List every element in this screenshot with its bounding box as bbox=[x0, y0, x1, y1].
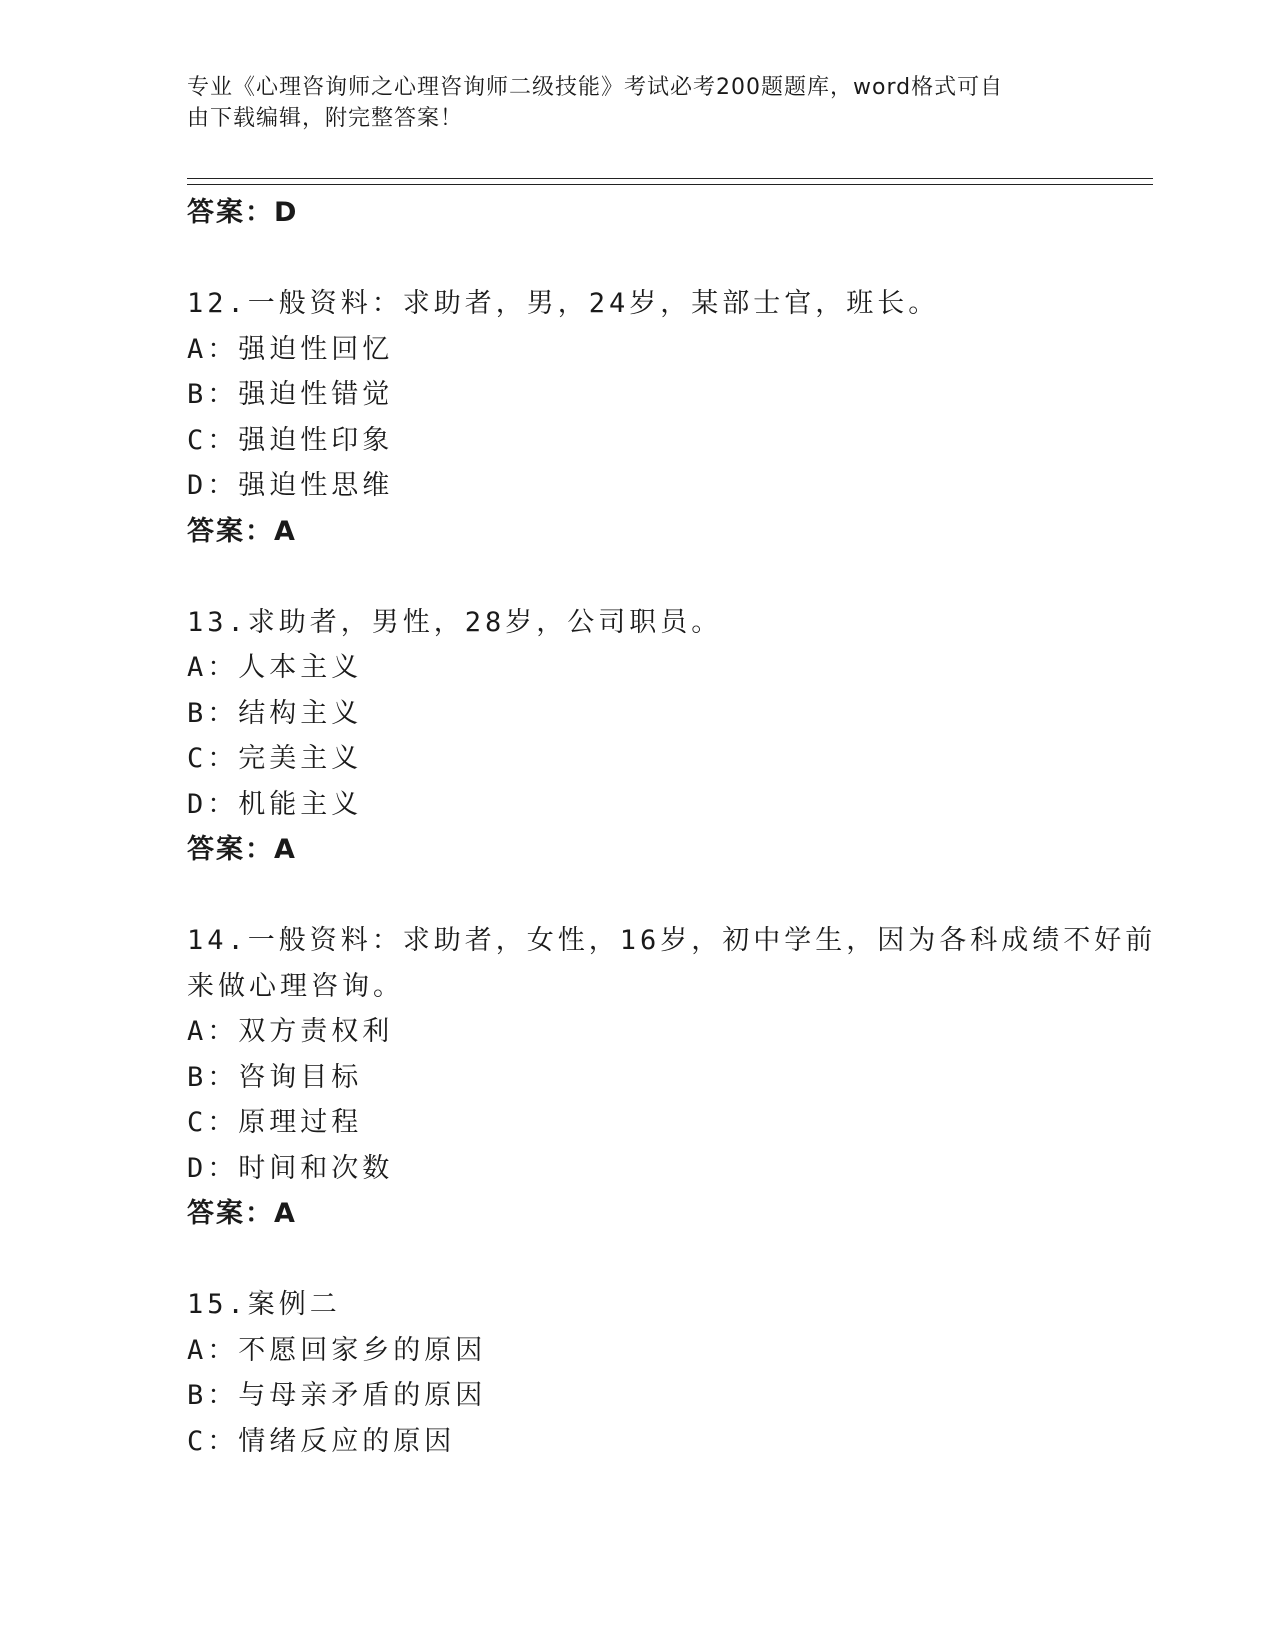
option-a: A：人本主义 bbox=[187, 652, 363, 683]
option-b: B：与母亲矛盾的原因 bbox=[187, 1380, 487, 1411]
option-a: A：不愿回家乡的原因 bbox=[187, 1334, 487, 1366]
question-stem-line-1: 14.一般资料：求助者，女性，16岁，初中学生，因为各科成绩不好前 bbox=[187, 925, 1157, 956]
spacer bbox=[187, 873, 1087, 919]
question-block bbox=[187, 281, 1087, 554]
header-line-1: 专业《心理咨询师之心理咨询师二级技能》考试必考200题题库，word格式可自 bbox=[187, 75, 1004, 100]
question-stem-line-2: 来做心理咨询。 bbox=[187, 970, 404, 1002]
option-a: A：双方责权利 bbox=[187, 1016, 394, 1047]
option-c: C：完美主义 bbox=[187, 743, 363, 774]
option-c: C：情绪反应的原因 bbox=[187, 1425, 456, 1457]
spacer bbox=[187, 554, 1087, 600]
option-b: B：强迫性错觉 bbox=[187, 379, 394, 410]
header-divider-top bbox=[187, 178, 1153, 179]
spacer bbox=[187, 1237, 1087, 1283]
question-block bbox=[187, 918, 1157, 1237]
question-block bbox=[187, 600, 1087, 873]
question-block bbox=[187, 1282, 1087, 1464]
option-b: B：咨询目标 bbox=[187, 1061, 363, 1093]
option-d: D：强迫性思维 bbox=[187, 470, 394, 501]
header-line-2: 由下载编辑，附完整答案！ bbox=[187, 106, 464, 131]
option-c: C：强迫性印象 bbox=[187, 424, 394, 456]
option-b: B：结构主义 bbox=[187, 697, 363, 729]
header-divider-bottom bbox=[187, 184, 1153, 185]
question-stem: 13.求助者，男性，28岁，公司职员。 bbox=[187, 606, 723, 638]
answer-line: 答案：A bbox=[187, 834, 297, 865]
spacer bbox=[187, 236, 1087, 282]
question-stem: 15.案例二 bbox=[187, 1289, 341, 1320]
question-stem: 12.一般资料：求助者，男，24岁，某部士官，班长。 bbox=[187, 288, 940, 319]
answer-line: 答案：A bbox=[187, 515, 297, 547]
answer-line: 答案：D bbox=[187, 197, 299, 228]
option-c: C：原理过程 bbox=[187, 1107, 363, 1138]
option-d: D：时间和次数 bbox=[187, 1152, 394, 1184]
document-header bbox=[187, 72, 1077, 134]
option-a: A：强迫性回忆 bbox=[187, 333, 394, 365]
option-d: D：机能主义 bbox=[187, 788, 363, 820]
question-list bbox=[187, 190, 1157, 1464]
answer-line: 答案：A bbox=[187, 1198, 297, 1229]
